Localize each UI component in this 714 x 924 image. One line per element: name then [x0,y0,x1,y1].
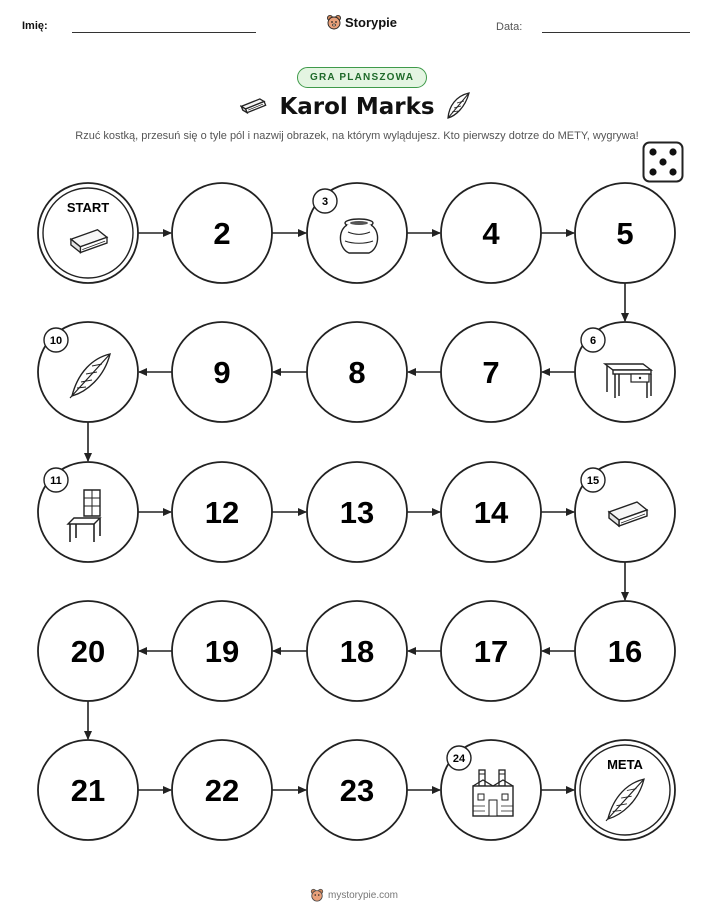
brand-name: Storypie [345,14,398,30]
name-label: Imię: [22,20,48,32]
cell-number: 22 [204,773,240,808]
cell-number: 16 [607,634,643,669]
board-cell-meta [575,740,675,840]
bear-logo-icon [310,888,324,902]
cell-number: 18 [339,634,375,669]
board-cell-8 [307,322,407,422]
title-book-icon [238,94,268,123]
cell-number: 3 [321,196,329,208]
cell-number: 17 [473,634,509,669]
board-cell-23 [307,740,407,840]
footer-url: mystorypie.com [328,889,399,901]
board-cell-16 [575,601,675,701]
board-cell-start [38,183,138,283]
cell-number: 8 [348,355,366,390]
instructions: Rzuć kostką, przesuń się o tyle pól i nazwij obrazek, na którym wylądujesz. Kto pierwszy dotrze do METY, wygrywa! [75,130,639,142]
board-cell-13 [307,462,407,562]
cell-number: 2 [213,216,231,251]
cell-label: META [607,757,643,772]
cell-number: 7 [482,355,500,390]
board-cell-4 [441,183,541,283]
cell-number: 6 [589,335,597,347]
board-cell-12 [172,462,272,562]
cell-number: 4 [482,216,500,251]
date-line[interactable] [542,32,690,33]
brand-logo [326,14,397,30]
category-badge: GRA PLANSZOWA [297,67,427,88]
board-cell-19 [172,601,272,701]
pot-icon [340,219,377,253]
title-feather-icon [444,90,474,127]
board-cell-24 [441,740,541,840]
bear-logo-icon [326,14,342,30]
board-cell-11 [38,462,138,562]
cell-number: 11 [50,475,62,487]
cell-number: 13 [339,495,375,530]
board-cell-10 [38,322,138,422]
board-cell-9 [172,322,272,422]
cell-number: 12 [204,495,240,530]
game-board [0,160,714,860]
cell-number: 5 [616,216,634,251]
cell-number: 9 [213,355,231,390]
board-cell-7 [441,322,541,422]
board-cell-15 [575,462,675,562]
page-title: Karol Marks [279,94,435,120]
cell-number: 10 [49,335,63,347]
footer [310,888,398,902]
cell-label: START [66,200,110,215]
date-label: Data: [496,21,523,33]
board-cell-22 [172,740,272,840]
name-line[interactable] [72,32,256,33]
board-cell-21 [38,740,138,840]
cell-number: 20 [70,634,106,669]
cell-number: 14 [473,495,509,530]
board-cell-2 [172,183,272,283]
board-cell-14 [441,462,541,562]
cell-number: 23 [339,773,375,808]
board-cell-18 [307,601,407,701]
cell-number: 24 [452,753,466,765]
cell-number: 21 [70,773,106,808]
cell-number: 19 [204,634,240,669]
board-cell-6 [575,322,675,422]
board-cell-3 [307,183,407,283]
cell-number: 15 [586,475,600,487]
board-cell-20 [38,601,138,701]
board-cell-17 [441,601,541,701]
board-cell-5 [575,183,675,283]
